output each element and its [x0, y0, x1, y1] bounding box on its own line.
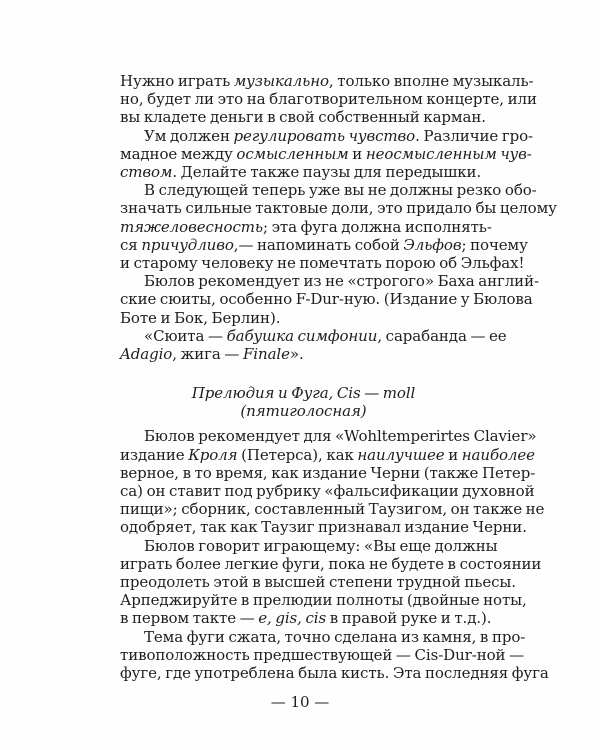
text-line [120, 664, 549, 682]
text-run: мадное между [120, 145, 237, 163]
text-run: Тема фуги сжата, точно сделана из камня, в про- [144, 628, 526, 646]
text-run: значать сильные тактовые доли, это придало бы целому [120, 199, 557, 217]
text-run: . Различие гро- [415, 127, 534, 145]
text-line [144, 427, 537, 445]
italic-text: Adagio [120, 345, 173, 363]
text-line [120, 446, 535, 464]
text-line [120, 573, 516, 591]
text-line [120, 403, 487, 420]
italic-text: регулировать чувство [233, 127, 416, 145]
page-number: — 10 — [270, 693, 330, 711]
italic-text: Finale [243, 345, 290, 363]
text-run: (Петерса), как [237, 446, 358, 464]
text-run: издание [120, 446, 189, 464]
italic-text: Кроля [188, 446, 238, 464]
text-line [120, 90, 537, 108]
text-run: ». [289, 345, 304, 363]
text-run: В следующей теперь уже вы не должны резко обо- [144, 181, 537, 199]
text-line [120, 518, 527, 536]
text-run: вы кладете деньги в свой собственный карман. [120, 108, 486, 126]
text-line [144, 272, 539, 290]
text-run: преодолеть этой в высшей степени трудной пьесы. [120, 573, 516, 591]
text-line [120, 609, 492, 627]
text-run: тивоположность предшествующей — Cis-Dur-ной — [120, 646, 525, 664]
italic-text: ством [120, 163, 173, 181]
italic-text: (пятиголосная) [240, 402, 367, 420]
text-line [120, 464, 536, 482]
text-line [144, 181, 537, 199]
italic-text: наиболее [461, 446, 535, 464]
text-line [120, 145, 532, 163]
text-run: , сарабанда — ее [377, 327, 507, 345]
text-run: в правой руке и т.д.). [326, 609, 492, 627]
text-run: ские сюиты, особенно F-Dur-ную. (Издание у Бюлова [120, 290, 533, 308]
text-run: Арпеджируйте в прелюдии полноты (двойные ноты, [120, 591, 527, 609]
text-line [144, 537, 498, 555]
text-line [120, 290, 533, 308]
text-line [120, 199, 557, 217]
text-line [144, 327, 507, 345]
text-line [120, 254, 525, 272]
italic-text: наилучшее [357, 446, 445, 464]
text-run: пищи»; сборник, составленный Таузигом, он также не [120, 500, 545, 518]
text-line [120, 482, 535, 500]
text-line [120, 346, 487, 363]
text-line [144, 127, 534, 145]
text-line [120, 555, 542, 573]
text-line [120, 385, 487, 402]
text-run: фуге, где употреблена была кисть. Эта последняя фуга [120, 664, 549, 682]
text-run: . Делайте также паузы для передышки. [172, 163, 482, 181]
text-run: , жига — [172, 345, 243, 363]
text-run: и старому человеку не помечтать порою об Эльфах! [120, 254, 525, 272]
text-line [120, 109, 487, 126]
text-run: Бюлов говорит играющему: «Вы еще должны [144, 537, 498, 555]
text-run: и [444, 446, 462, 464]
text-run: Боте и Бок, Берлин). [120, 309, 281, 327]
text-run: ; эта фуга должна исполнять- [262, 218, 492, 236]
italic-text: e, gis, cis [258, 609, 327, 627]
text-run: , только вполне музыкаль- [328, 72, 534, 90]
italic-text: Прелюдия и Фуга, Cis — moll [191, 384, 416, 402]
text-line [120, 72, 534, 90]
text-run: Нужно играть [120, 72, 234, 90]
text-run: и [348, 145, 366, 163]
text-line [120, 591, 527, 609]
text-line [120, 236, 528, 254]
text-run: ся [120, 236, 142, 254]
italic-text: неосмысленным чув- [365, 145, 532, 163]
italic-text: бабушка симфонии [226, 327, 378, 345]
italic-text: тяжеловесность [120, 218, 263, 236]
italic-text: Эльфов [403, 236, 462, 254]
italic-text: осмысленным [236, 145, 349, 163]
text-run: Бюлов рекомендует для «Wohltemperirtes Clavier» [144, 427, 537, 445]
text-line [120, 164, 487, 181]
text-run: Бюлов рекомендует из не «строгого» Баха англий- [144, 272, 539, 290]
text-run: верное, в то время, как издание Черни (также Петер- [120, 464, 536, 482]
text-line [144, 628, 526, 646]
text-line [120, 310, 487, 327]
text-run: Ум должен [144, 127, 234, 145]
text-line [120, 646, 525, 664]
text-run: ,— напоминать собой [233, 236, 404, 254]
text-run: в первом такте — [120, 609, 259, 627]
text-line [120, 500, 545, 518]
text-run: ; почему [461, 236, 528, 254]
text-run: одобряет, так как Таузиг признавал издание Черни. [120, 518, 527, 536]
text-line [120, 218, 492, 236]
text-run: играть более легкие фуги, пока не будете в состоянии [120, 555, 542, 573]
text-run: но, будет ли это на благотворительном концерте, или [120, 90, 537, 108]
italic-text: музыкально [233, 72, 329, 90]
text-run: са) он ставит под рубрику «фальсификации духовной [120, 482, 535, 500]
text-run: «Сюита — [144, 327, 227, 345]
italic-text: причудливо [141, 236, 234, 254]
